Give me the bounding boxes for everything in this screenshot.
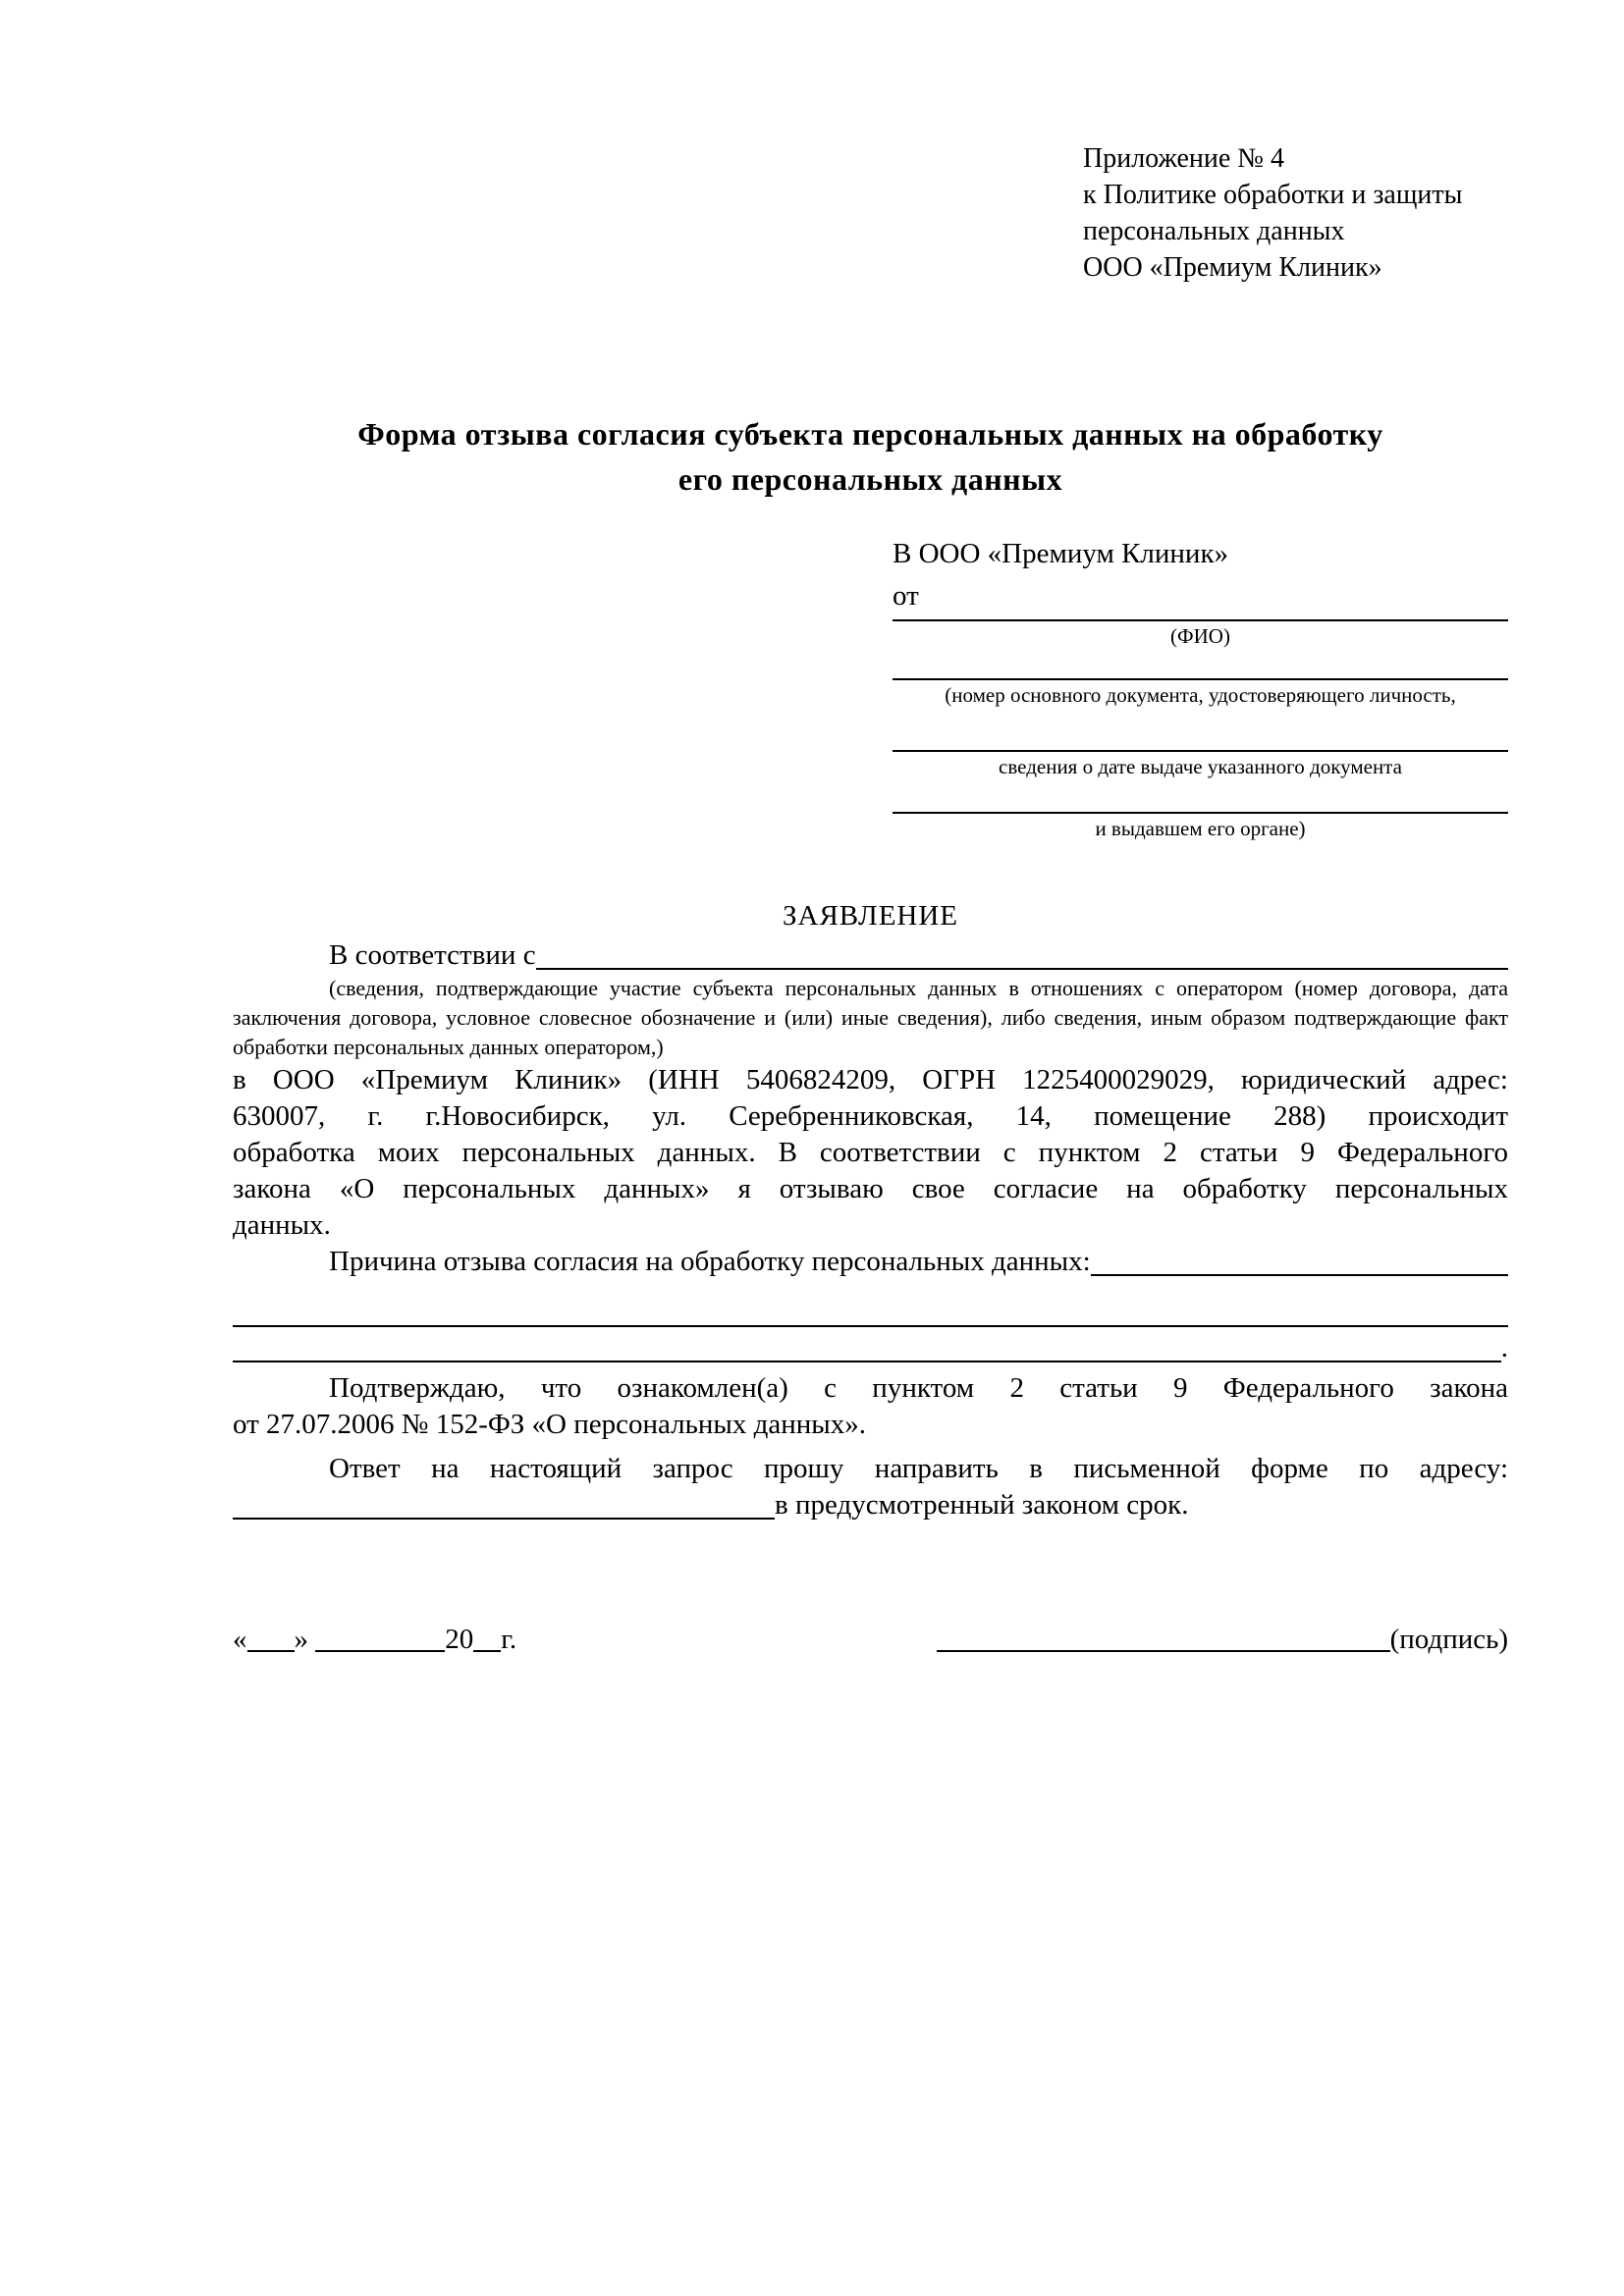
according-row xyxy=(233,937,1508,974)
document-title-line-2: его персональных данных xyxy=(677,461,1063,497)
signature-caption: (подпись) xyxy=(1389,1624,1508,1655)
note-line-3: обработки персональных данных оператором,) xyxy=(233,1035,664,1059)
appendix-line-2: к Политике обработки и защиты xyxy=(1083,180,1463,210)
reason-row xyxy=(233,1244,1508,1280)
addressee-to: В ООО «Премиум Клиник» xyxy=(893,538,1229,569)
reply-address-row xyxy=(233,1487,1508,1523)
date-month-fill-line xyxy=(315,1650,445,1652)
body-line-1: в ООО «Премиум Клиник» (ИНН 5406824209, ОГРН 1225400029029, юридический адрес: xyxy=(233,1064,1508,1095)
date-year-fill-line xyxy=(473,1650,501,1652)
note-line-2: заключения договора, условное словесное обозначение и (или) иные сведения), либо сведения, иным образом подтверждающие факт xyxy=(233,1005,1508,1030)
reason-label: Причина отзыва согласия на обработку персональных данных: xyxy=(329,1246,1091,1277)
date-group xyxy=(233,1622,516,1658)
issuer-fill-line xyxy=(893,779,1508,814)
note-block xyxy=(233,974,1508,1062)
date-day-fill-line xyxy=(247,1650,295,1652)
date-year-prefix: 20 xyxy=(445,1624,474,1655)
sentence-period: . xyxy=(1500,1332,1508,1363)
date-quote-close: » xyxy=(294,1624,308,1655)
according-label: В соответствии с xyxy=(329,939,536,971)
confirm-paragraph xyxy=(233,1370,1508,1443)
reply-line-2: в предусмотренный законом срок. xyxy=(775,1489,1189,1521)
addressee-block xyxy=(893,533,1508,841)
document-title xyxy=(233,411,1508,502)
body-line-3: обработка моих персональных данных. В соответствии с пунктом 2 статьи 9 Федерального xyxy=(233,1137,1508,1168)
id-document-caption: (номер основного документа, удостоверяющего личность, xyxy=(945,683,1456,707)
signature-fill-line xyxy=(937,1650,1390,1652)
date-signature-row xyxy=(233,1622,1508,1658)
body-paragraph xyxy=(233,1062,1508,1244)
note-line-1: (сведения, подтверждающие участие субъекта персональных данных в отношениях с оператором (номер договора, дата xyxy=(329,976,1508,1000)
body-line-5: данных. xyxy=(233,1209,331,1241)
appendix-header xyxy=(1083,140,1508,286)
body-line-2: 630007, г. г.Новосибирск, ул. Серебренниковская, 14, помещение 288) происходит xyxy=(233,1100,1508,1132)
date-quote-open: « xyxy=(233,1624,247,1655)
id-document-fill-line xyxy=(893,649,1508,680)
address-fill-line xyxy=(233,1487,775,1520)
reason-fill-line-2 xyxy=(233,1280,1508,1327)
signature-group xyxy=(937,1622,1508,1658)
statement-heading: ЗАЯВЛЕНИЕ xyxy=(782,900,959,932)
appendix-line-1: Приложение № 4 xyxy=(1083,143,1284,174)
date-year-suffix: г. xyxy=(501,1624,517,1655)
fio-caption: (ФИО) xyxy=(1170,624,1230,648)
issue-date-fill-line xyxy=(893,708,1508,752)
fio-fill-line xyxy=(893,617,1508,621)
appendix-line-3: персональных данных xyxy=(1083,216,1345,246)
reply-paragraph xyxy=(233,1451,1508,1523)
reply-line-1: Ответ на настоящий запрос прошу направить в письменной форме по адресу: xyxy=(329,1453,1508,1484)
issuer-caption: и выдавшем его органе) xyxy=(1095,817,1306,840)
body-line-4: закона «О персональных данных» я отзываю свое согласие на обработку персональных xyxy=(233,1173,1508,1204)
confirm-line-1: Подтверждаю, что ознакомлен(а) с пунктом 2 статьи 9 Федерального закона xyxy=(329,1372,1508,1404)
reason-fill-line-3-row xyxy=(233,1327,1508,1362)
reason-fill-line xyxy=(1091,1244,1508,1276)
reason-fill-line-3 xyxy=(233,1327,1501,1362)
according-fill-line xyxy=(536,937,1508,970)
issue-date-caption: сведения о дате выдаче указанного документа xyxy=(999,755,1402,778)
confirm-line-2: от 27.07.2006 № 152-ФЗ «О персональных данных». xyxy=(233,1409,867,1440)
addressee-from-label: от xyxy=(893,580,919,612)
document-title-line-1: Форма отзыва согласия субъекта персональных данных на обработку xyxy=(357,416,1383,452)
appendix-line-4: ООО «Премиум Клиник» xyxy=(1083,252,1382,283)
